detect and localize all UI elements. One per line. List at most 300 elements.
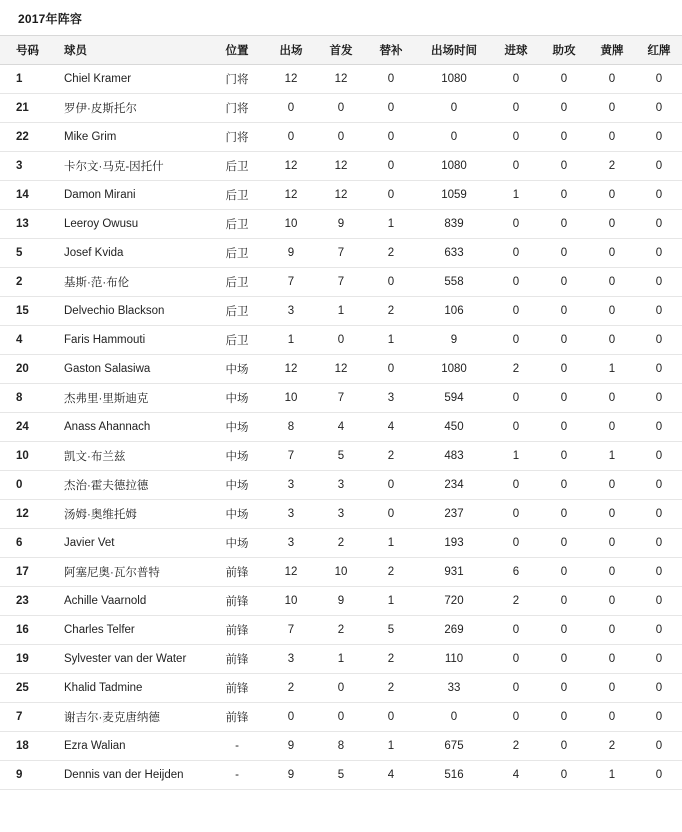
cell-minutes: 483: [416, 442, 492, 471]
cell-position: 中场: [208, 355, 266, 384]
cell-goals: 0: [492, 471, 540, 500]
cell-number: 4: [0, 326, 50, 355]
table-row: [0, 123, 682, 152]
cell-minutes: 675: [416, 732, 492, 761]
cell-assists: 0: [540, 616, 588, 645]
cell-substitute: 0: [366, 152, 416, 181]
table-row: [0, 326, 682, 355]
cell-position: 中场: [208, 500, 266, 529]
cell-substitute: 0: [366, 355, 416, 384]
cell-position: 中场: [208, 529, 266, 558]
column-header-minutes: 出场时间: [416, 36, 492, 65]
table-row: [0, 645, 682, 674]
cell-starts: 2: [316, 616, 366, 645]
cell-position: 前锋: [208, 587, 266, 616]
cell-substitute: 0: [366, 65, 416, 94]
cell-starts: 7: [316, 239, 366, 268]
cell-red-cards: 0: [636, 529, 682, 558]
cell-assists: 0: [540, 703, 588, 732]
cell-substitute: 1: [366, 210, 416, 239]
table-row: [0, 297, 682, 326]
cell-minutes: 237: [416, 500, 492, 529]
cell-substitute: 3: [366, 384, 416, 413]
cell-appearances: 3: [266, 645, 316, 674]
cell-red-cards: 0: [636, 297, 682, 326]
cell-minutes: 110: [416, 645, 492, 674]
cell-goals: 0: [492, 529, 540, 558]
cell-substitute: 2: [366, 674, 416, 703]
cell-substitute: 2: [366, 297, 416, 326]
cell-player: 杰治·霍夫德拉德: [50, 471, 208, 500]
cell-position: -: [208, 732, 266, 761]
cell-goals: 1: [492, 442, 540, 471]
cell-assists: 0: [540, 210, 588, 239]
cell-player: Gaston Salasiwa: [50, 355, 208, 384]
cell-appearances: 12: [266, 558, 316, 587]
cell-player: Achille Vaarnold: [50, 587, 208, 616]
cell-red-cards: 0: [636, 268, 682, 297]
table-row: [0, 152, 682, 181]
cell-yellow-cards: 0: [588, 645, 636, 674]
cell-starts: 1: [316, 645, 366, 674]
table-row: [0, 471, 682, 500]
cell-minutes: 633: [416, 239, 492, 268]
cell-minutes: 1080: [416, 355, 492, 384]
cell-substitute: 0: [366, 703, 416, 732]
cell-player: 卡尔文·马克-因托什: [50, 152, 208, 181]
cell-position: 前锋: [208, 558, 266, 587]
table-row: [0, 587, 682, 616]
cell-red-cards: 0: [636, 645, 682, 674]
cell-appearances: 10: [266, 587, 316, 616]
table-row: [0, 732, 682, 761]
cell-assists: 0: [540, 761, 588, 790]
cell-starts: 0: [316, 123, 366, 152]
column-header-goals: 进球: [492, 36, 540, 65]
cell-minutes: 931: [416, 558, 492, 587]
cell-minutes: 558: [416, 268, 492, 297]
cell-goals: 0: [492, 384, 540, 413]
cell-minutes: 9: [416, 326, 492, 355]
cell-starts: 12: [316, 355, 366, 384]
cell-position: 后卫: [208, 239, 266, 268]
cell-starts: 12: [316, 65, 366, 94]
table-row: [0, 239, 682, 268]
cell-starts: 0: [316, 94, 366, 123]
cell-position: 中场: [208, 442, 266, 471]
cell-yellow-cards: 0: [588, 703, 636, 732]
cell-number: 17: [0, 558, 50, 587]
cell-assists: 0: [540, 152, 588, 181]
cell-minutes: 193: [416, 529, 492, 558]
cell-goals: 2: [492, 732, 540, 761]
column-header-starts: 首发: [316, 36, 366, 65]
table-row: [0, 674, 682, 703]
cell-red-cards: 0: [636, 123, 682, 152]
cell-minutes: 106: [416, 297, 492, 326]
cell-player: Mike Grim: [50, 123, 208, 152]
cell-assists: 0: [540, 674, 588, 703]
column-header-substitute: 替补: [366, 36, 416, 65]
table-row: [0, 210, 682, 239]
cell-yellow-cards: 0: [588, 587, 636, 616]
cell-starts: 9: [316, 210, 366, 239]
cell-position: 后卫: [208, 181, 266, 210]
cell-minutes: 0: [416, 123, 492, 152]
cell-position: 前锋: [208, 645, 266, 674]
cell-yellow-cards: 0: [588, 297, 636, 326]
cell-minutes: 1080: [416, 152, 492, 181]
column-header-assists: 助攻: [540, 36, 588, 65]
cell-red-cards: 0: [636, 239, 682, 268]
table-row: [0, 94, 682, 123]
cell-assists: 0: [540, 181, 588, 210]
cell-substitute: 1: [366, 732, 416, 761]
cell-yellow-cards: 0: [588, 471, 636, 500]
cell-yellow-cards: 2: [588, 152, 636, 181]
cell-player: 阿塞尼奥·瓦尔普特: [50, 558, 208, 587]
cell-yellow-cards: 0: [588, 326, 636, 355]
cell-substitute: 0: [366, 94, 416, 123]
cell-minutes: 450: [416, 413, 492, 442]
cell-appearances: 12: [266, 355, 316, 384]
table-row: [0, 268, 682, 297]
cell-number: 1: [0, 65, 50, 94]
cell-starts: 5: [316, 442, 366, 471]
cell-assists: 0: [540, 355, 588, 384]
cell-minutes: 33: [416, 674, 492, 703]
cell-assists: 0: [540, 239, 588, 268]
cell-position: 后卫: [208, 210, 266, 239]
cell-yellow-cards: 0: [588, 123, 636, 152]
cell-player: Ezra Walian: [50, 732, 208, 761]
cell-player: Faris Hammouti: [50, 326, 208, 355]
cell-yellow-cards: 0: [588, 413, 636, 442]
cell-starts: 4: [316, 413, 366, 442]
cell-red-cards: 0: [636, 442, 682, 471]
column-header-yellow-cards: 黄牌: [588, 36, 636, 65]
cell-assists: 0: [540, 587, 588, 616]
cell-number: 20: [0, 355, 50, 384]
cell-red-cards: 0: [636, 152, 682, 181]
cell-player: Chiel Kramer: [50, 65, 208, 94]
cell-substitute: 2: [366, 558, 416, 587]
cell-starts: 2: [316, 529, 366, 558]
table-row: [0, 65, 682, 94]
cell-starts: 0: [316, 326, 366, 355]
cell-number: 9: [0, 761, 50, 790]
cell-red-cards: 0: [636, 471, 682, 500]
cell-number: 16: [0, 616, 50, 645]
cell-red-cards: 0: [636, 761, 682, 790]
cell-substitute: 0: [366, 181, 416, 210]
cell-number: 21: [0, 94, 50, 123]
table-row: [0, 616, 682, 645]
cell-player: Leeroy Owusu: [50, 210, 208, 239]
column-header-appearances: 出场: [266, 36, 316, 65]
cell-number: 22: [0, 123, 50, 152]
cell-assists: 0: [540, 65, 588, 94]
cell-red-cards: 0: [636, 355, 682, 384]
cell-position: 后卫: [208, 268, 266, 297]
cell-assists: 0: [540, 123, 588, 152]
cell-red-cards: 0: [636, 703, 682, 732]
cell-red-cards: 0: [636, 65, 682, 94]
cell-minutes: 1059: [416, 181, 492, 210]
cell-assists: 0: [540, 297, 588, 326]
cell-number: 7: [0, 703, 50, 732]
cell-yellow-cards: 0: [588, 674, 636, 703]
cell-assists: 0: [540, 94, 588, 123]
cell-position: 门将: [208, 65, 266, 94]
cell-starts: 0: [316, 674, 366, 703]
cell-substitute: 1: [366, 529, 416, 558]
cell-goals: 0: [492, 645, 540, 674]
cell-minutes: 516: [416, 761, 492, 790]
column-header-player: 球员: [50, 36, 208, 65]
cell-starts: 10: [316, 558, 366, 587]
cell-position: 后卫: [208, 326, 266, 355]
cell-minutes: 720: [416, 587, 492, 616]
cell-goals: 4: [492, 761, 540, 790]
table-row: [0, 384, 682, 413]
cell-player: 凯文·布兰兹: [50, 442, 208, 471]
cell-yellow-cards: 0: [588, 500, 636, 529]
cell-number: 6: [0, 529, 50, 558]
cell-position: -: [208, 761, 266, 790]
cell-appearances: 12: [266, 152, 316, 181]
page-title: 2017年阵容: [18, 12, 83, 26]
cell-appearances: 10: [266, 384, 316, 413]
cell-position: 前锋: [208, 703, 266, 732]
cell-yellow-cards: 0: [588, 210, 636, 239]
cell-goals: 0: [492, 326, 540, 355]
cell-player: Sylvester van der Water: [50, 645, 208, 674]
cell-yellow-cards: 0: [588, 181, 636, 210]
cell-substitute: 0: [366, 268, 416, 297]
cell-player: Damon Mirani: [50, 181, 208, 210]
cell-goals: 0: [492, 616, 540, 645]
cell-appearances: 8: [266, 413, 316, 442]
cell-position: 门将: [208, 123, 266, 152]
cell-number: 23: [0, 587, 50, 616]
cell-substitute: 0: [366, 471, 416, 500]
cell-position: 前锋: [208, 616, 266, 645]
cell-assists: 0: [540, 645, 588, 674]
table-row: [0, 558, 682, 587]
cell-assists: 0: [540, 732, 588, 761]
column-header-position: 位置: [208, 36, 266, 65]
cell-minutes: 1080: [416, 65, 492, 94]
cell-position: 前锋: [208, 674, 266, 703]
cell-assists: 0: [540, 268, 588, 297]
cell-yellow-cards: 1: [588, 761, 636, 790]
cell-appearances: 3: [266, 529, 316, 558]
table-row: [0, 355, 682, 384]
table-header: [0, 36, 682, 65]
cell-appearances: 0: [266, 94, 316, 123]
cell-position: 中场: [208, 471, 266, 500]
cell-starts: 8: [316, 732, 366, 761]
cell-red-cards: 0: [636, 558, 682, 587]
cell-goals: 0: [492, 239, 540, 268]
table-row: [0, 442, 682, 471]
table-row: [0, 703, 682, 732]
cell-player: Delvechio Blackson: [50, 297, 208, 326]
cell-appearances: 2: [266, 674, 316, 703]
cell-minutes: 594: [416, 384, 492, 413]
cell-yellow-cards: 0: [588, 384, 636, 413]
cell-starts: 12: [316, 152, 366, 181]
cell-goals: 2: [492, 587, 540, 616]
cell-position: 中场: [208, 413, 266, 442]
cell-yellow-cards: 1: [588, 442, 636, 471]
cell-starts: 1: [316, 297, 366, 326]
cell-appearances: 3: [266, 471, 316, 500]
cell-goals: 0: [492, 268, 540, 297]
cell-starts: 7: [316, 268, 366, 297]
cell-assists: 0: [540, 442, 588, 471]
cell-red-cards: 0: [636, 732, 682, 761]
cell-substitute: 5: [366, 616, 416, 645]
cell-red-cards: 0: [636, 210, 682, 239]
cell-minutes: 234: [416, 471, 492, 500]
cell-starts: 3: [316, 471, 366, 500]
cell-red-cards: 0: [636, 587, 682, 616]
cell-position: 后卫: [208, 152, 266, 181]
cell-substitute: 1: [366, 326, 416, 355]
cell-assists: 0: [540, 471, 588, 500]
table-row: [0, 181, 682, 210]
cell-player: Anass Ahannach: [50, 413, 208, 442]
cell-red-cards: 0: [636, 413, 682, 442]
cell-appearances: 1: [266, 326, 316, 355]
cell-number: 3: [0, 152, 50, 181]
cell-number: 24: [0, 413, 50, 442]
cell-substitute: 0: [366, 500, 416, 529]
cell-starts: 5: [316, 761, 366, 790]
cell-substitute: 4: [366, 413, 416, 442]
cell-starts: 3: [316, 500, 366, 529]
cell-position: 中场: [208, 384, 266, 413]
cell-red-cards: 0: [636, 500, 682, 529]
cell-red-cards: 0: [636, 94, 682, 123]
cell-goals: 1: [492, 181, 540, 210]
cell-yellow-cards: 0: [588, 239, 636, 268]
cell-number: 0: [0, 471, 50, 500]
cell-appearances: 9: [266, 761, 316, 790]
cell-starts: 9: [316, 587, 366, 616]
cell-appearances: 12: [266, 65, 316, 94]
cell-assists: 0: [540, 326, 588, 355]
cell-player: 罗伊·皮斯托尔: [50, 94, 208, 123]
cell-number: 10: [0, 442, 50, 471]
cell-minutes: 839: [416, 210, 492, 239]
cell-assists: 0: [540, 558, 588, 587]
cell-position: 后卫: [208, 297, 266, 326]
cell-number: 25: [0, 674, 50, 703]
cell-assists: 0: [540, 413, 588, 442]
cell-number: 2: [0, 268, 50, 297]
cell-player: Josef Kvida: [50, 239, 208, 268]
cell-goals: 6: [492, 558, 540, 587]
cell-player: 杰弗里·里斯迪克: [50, 384, 208, 413]
cell-yellow-cards: 0: [588, 268, 636, 297]
cell-number: 19: [0, 645, 50, 674]
cell-player: Dennis van der Heijden: [50, 761, 208, 790]
cell-yellow-cards: 0: [588, 94, 636, 123]
cell-red-cards: 0: [636, 326, 682, 355]
cell-appearances: 0: [266, 123, 316, 152]
cell-player: 谢吉尔·麦克唐纳德: [50, 703, 208, 732]
cell-player: 基斯·范·布伦: [50, 268, 208, 297]
cell-red-cards: 0: [636, 384, 682, 413]
cell-starts: 7: [316, 384, 366, 413]
cell-yellow-cards: 1: [588, 355, 636, 384]
cell-goals: 0: [492, 674, 540, 703]
cell-red-cards: 0: [636, 181, 682, 210]
cell-number: 13: [0, 210, 50, 239]
cell-goals: 0: [492, 94, 540, 123]
cell-substitute: 2: [366, 239, 416, 268]
cell-substitute: 0: [366, 123, 416, 152]
cell-assists: 0: [540, 384, 588, 413]
table-body: [0, 65, 682, 790]
cell-yellow-cards: 0: [588, 558, 636, 587]
cell-number: 5: [0, 239, 50, 268]
cell-minutes: 0: [416, 94, 492, 123]
cell-player: Khalid Tadmine: [50, 674, 208, 703]
cell-minutes: 0: [416, 703, 492, 732]
cell-appearances: 3: [266, 500, 316, 529]
cell-number: 12: [0, 500, 50, 529]
cell-appearances: 10: [266, 210, 316, 239]
cell-position: 门将: [208, 94, 266, 123]
table-row: [0, 761, 682, 790]
column-header-red-cards: 红牌: [636, 36, 682, 65]
cell-appearances: 9: [266, 732, 316, 761]
cell-yellow-cards: 0: [588, 616, 636, 645]
cell-goals: 0: [492, 123, 540, 152]
cell-red-cards: 0: [636, 674, 682, 703]
table-row: [0, 413, 682, 442]
cell-goals: 0: [492, 413, 540, 442]
cell-goals: 0: [492, 152, 540, 181]
cell-yellow-cards: 2: [588, 732, 636, 761]
cell-appearances: 9: [266, 239, 316, 268]
cell-starts: 12: [316, 181, 366, 210]
cell-yellow-cards: 0: [588, 65, 636, 94]
cell-player: Charles Telfer: [50, 616, 208, 645]
cell-appearances: 0: [266, 703, 316, 732]
column-header-number: 号码: [0, 36, 50, 65]
cell-number: 18: [0, 732, 50, 761]
cell-number: 14: [0, 181, 50, 210]
cell-goals: 0: [492, 500, 540, 529]
cell-goals: 0: [492, 210, 540, 239]
cell-substitute: 1: [366, 587, 416, 616]
squad-table: [0, 35, 682, 790]
cell-appearances: 12: [266, 181, 316, 210]
cell-substitute: 2: [366, 645, 416, 674]
cell-player: 汤姆·奥维托姆: [50, 500, 208, 529]
cell-goals: 0: [492, 65, 540, 94]
cell-appearances: 7: [266, 442, 316, 471]
cell-number: 15: [0, 297, 50, 326]
table-row: [0, 500, 682, 529]
cell-substitute: 2: [366, 442, 416, 471]
table-row: [0, 529, 682, 558]
